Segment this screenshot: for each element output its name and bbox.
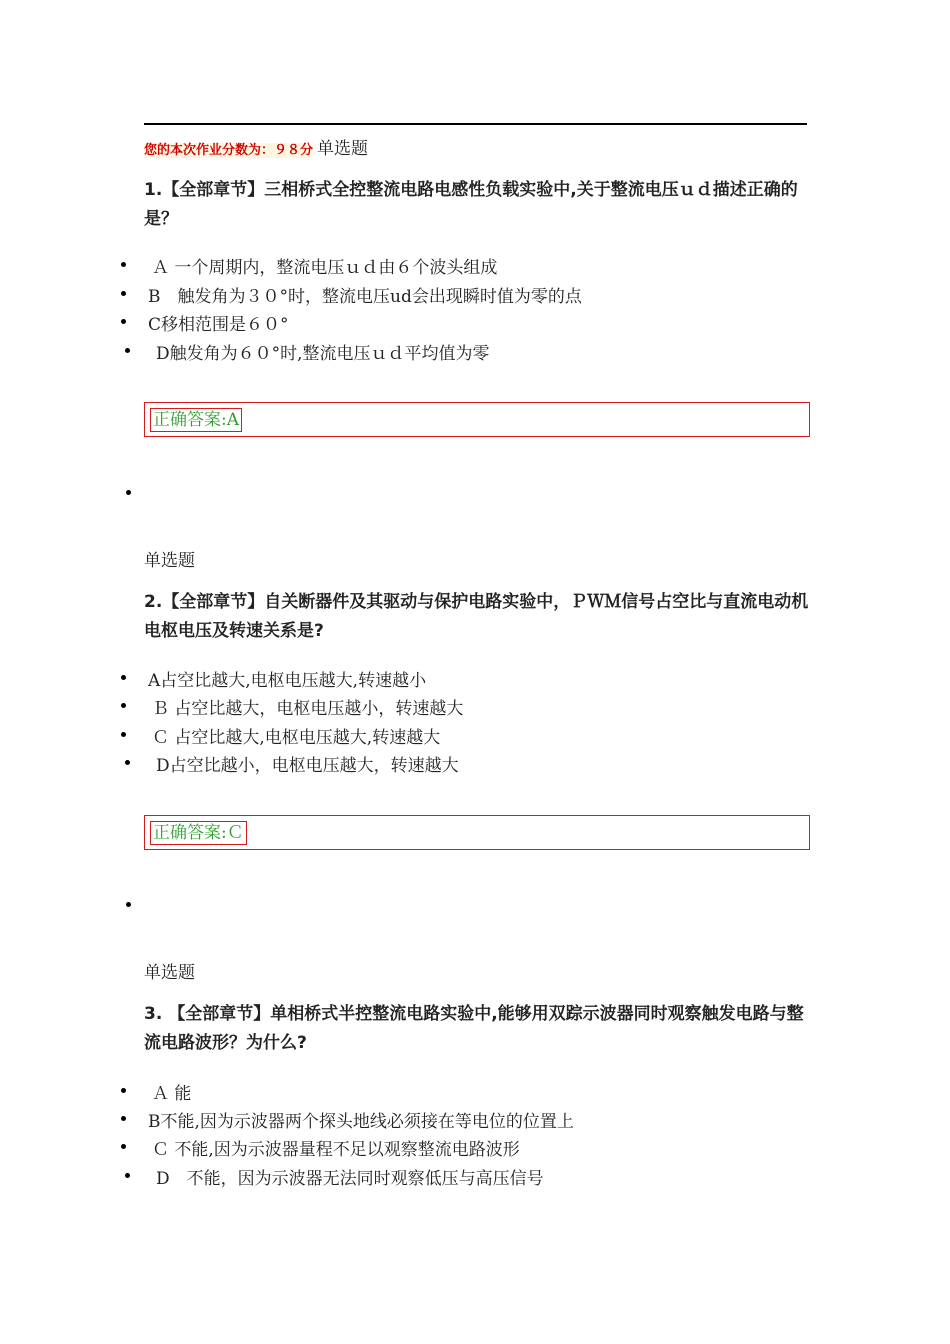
bullet	[125, 760, 130, 765]
top-rule	[144, 123, 807, 125]
question-type: 单选题	[317, 139, 369, 159]
answer-box	[144, 815, 810, 850]
option-b[interactable]: B 触发角为３０°时，整流电压ud会出现瞬时值为零的点	[148, 287, 582, 307]
correct-answer: 正确答案:Ｃ	[150, 821, 247, 845]
answer-box	[144, 402, 810, 437]
question-title: 1.【全部章节】三相桥式全控整流电路电感性负载实验中,关于整流电压ｕｄ描述正确的是？	[144, 180, 798, 229]
option-a[interactable]: A占空比越大,电枢电压越大,转速越小	[148, 671, 427, 691]
bullet	[121, 732, 126, 737]
option-a[interactable]: Ａ 能	[152, 1084, 192, 1104]
option-d[interactable]: D占空比越小，电枢电压越大，转速越大	[156, 756, 459, 776]
bullet	[121, 1088, 126, 1093]
bullet	[121, 675, 126, 680]
correct-answer: 正确答案:A	[150, 408, 242, 432]
bullet	[126, 490, 131, 495]
option-a[interactable]: Ａ 一个周期内，整流电压ｕｄ由６个波头组成	[152, 258, 498, 278]
question-type: 单选题	[144, 963, 195, 983]
option-d[interactable]: D 不能，因为示波器无法同时观察低压与高压信号	[156, 1169, 544, 1189]
option-c[interactable]: Ｃ 占空比越大,电枢电压越大,转速越大	[152, 728, 441, 748]
option-c[interactable]: Ｃ 不能,因为示波器量程不足以观察整流电路波形	[152, 1140, 520, 1160]
score-line	[144, 134, 368, 159]
bullet	[121, 1116, 126, 1121]
question-title: 2.【全部章节】自关断器件及其驱动与保护电路实验中，ＰＷＭ信号占空比与直流电动机电枢电压及转速关系是?	[144, 592, 809, 641]
bullet	[121, 319, 126, 324]
score-text: 您的本次作业分数为：９８分	[144, 143, 314, 158]
bullet	[121, 262, 126, 267]
question-title: 3. 【全部章节】单相桥式半控整流电路实验中,能够用双踪示波器同时观察触发电路与整流电路波形？为什么?	[144, 1004, 804, 1053]
question-type: 单选题	[144, 551, 195, 571]
option-b[interactable]: B不能,因为示波器两个探头地线必须接在等电位的位置上	[148, 1112, 574, 1132]
bullet	[121, 703, 126, 708]
bullet	[121, 291, 126, 296]
bullet	[126, 902, 131, 907]
option-d[interactable]: D触发角为６０°时,整流电压ｕｄ平均值为零	[156, 344, 490, 364]
bullet	[121, 1144, 126, 1149]
bullet	[125, 348, 130, 353]
option-c[interactable]: C移相范围是６０°	[148, 315, 289, 335]
option-b[interactable]: Ｂ 占空比越大，电枢电压越小，转速越大	[152, 699, 464, 719]
bullet	[125, 1173, 130, 1178]
